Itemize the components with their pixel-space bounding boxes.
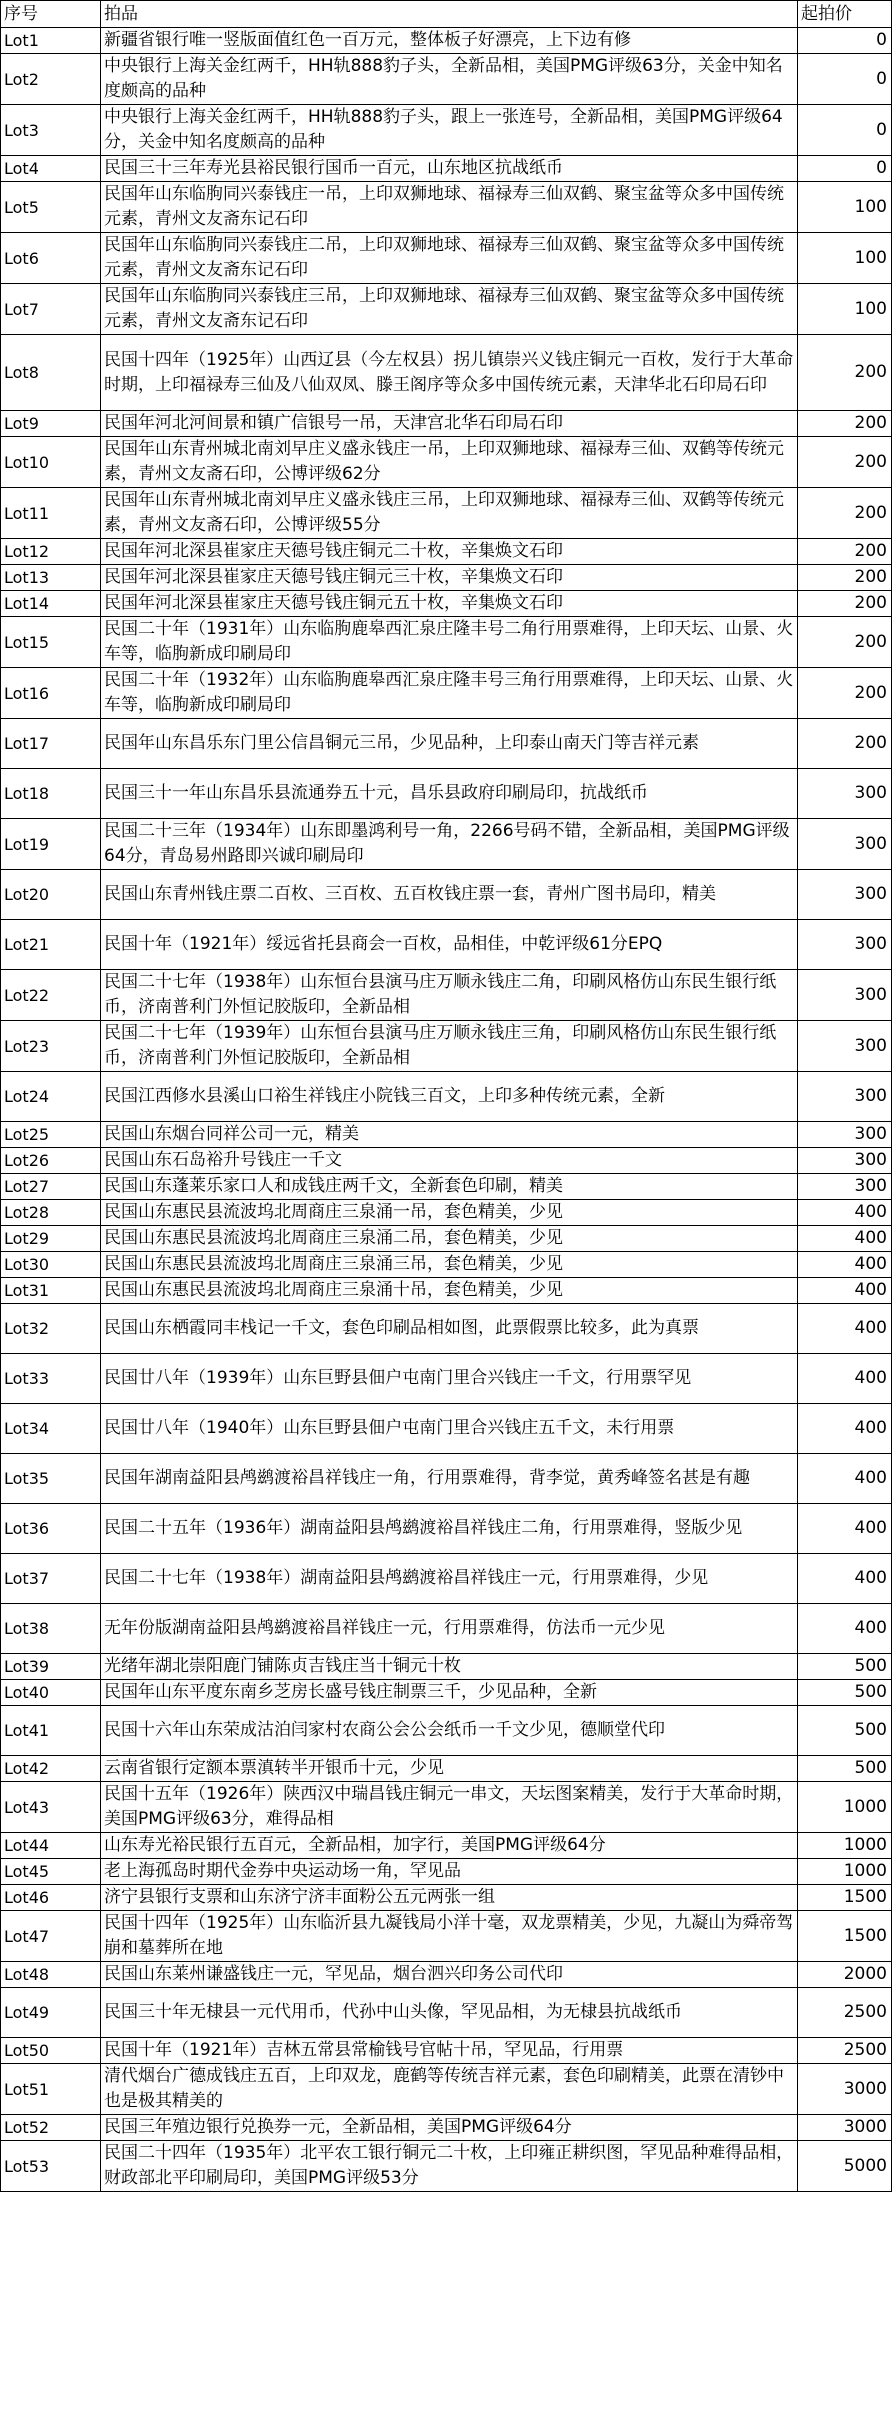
price-cell: 1500: [798, 1911, 892, 1962]
item-cell: 民国年山东临朐同兴泰钱庄三吊，上印双狮地球、福禄寿三仙双鹤、聚宝盆等众多中国传统元素，青州文友斋东记石印: [101, 284, 798, 335]
item-cell: 老上海孤岛时期代金券中央运动场一角，罕见品: [101, 1859, 798, 1885]
header-item: 拍品: [101, 1, 798, 28]
item-cell: 民国二十五年（1936年）湖南益阳县鸬鹚渡裕昌祥钱庄二角，行用票难得，竖版少见: [101, 1504, 798, 1554]
lot-cell: Lot51: [1, 2064, 101, 2115]
price-cell: 200: [798, 411, 892, 437]
lot-cell: Lot42: [1, 1756, 101, 1782]
item-cell: 民国年山东临朐同兴泰钱庄二吊，上印双狮地球、福禄寿三仙双鹤、聚宝盆等众多中国传统元素，青州文友斋东记石印: [101, 233, 798, 284]
item-cell: 民国山东石岛裕升号钱庄一千文: [101, 1148, 798, 1174]
lot-cell: Lot40: [1, 1680, 101, 1706]
price-cell: 400: [798, 1504, 892, 1554]
item-cell: 民国十四年（1925年）山东临沂县九凝钱局小洋十毫，双龙票精美，少见，九凝山为舜帝驾崩和墓葬所在地: [101, 1911, 798, 1962]
lot-cell: Lot14: [1, 591, 101, 617]
price-cell: 400: [798, 1226, 892, 1252]
price-cell: 400: [798, 1604, 892, 1654]
table-row: [1, 565, 892, 591]
price-cell: 0: [798, 54, 892, 105]
item-cell: 民国二十七年（1938年）湖南益阳县鸬鹚渡裕昌祥钱庄一元，行用票难得，少见: [101, 1554, 798, 1604]
table-row: [1, 1756, 892, 1782]
table-row: [1, 1554, 892, 1604]
item-cell: 民国年山东平度东南乡芝房长盛号钱庄制票三千，少见品种，全新: [101, 1680, 798, 1706]
table-row: [1, 1706, 892, 1756]
lot-cell: Lot11: [1, 488, 101, 539]
item-cell: 民国二十年（1932年）山东临朐鹿皋西汇泉庄隆丰号三角行用票难得，上印天坛、山景、火车等，临朐新成印刷局印: [101, 668, 798, 719]
table-row: [1, 1278, 892, 1304]
table-body: [1, 28, 892, 2192]
table-row: [1, 1859, 892, 1885]
table-row: [1, 284, 892, 335]
item-cell: 民国十年（1921年）绥远省托县商会一百枚，品相佳，中乾评级61分EPQ: [101, 920, 798, 970]
lot-cell: Lot43: [1, 1782, 101, 1833]
price-cell: 1500: [798, 1885, 892, 1911]
lot-cell: Lot47: [1, 1911, 101, 1962]
item-cell: 民国山东栖霞同丰栈记一千文，套色印刷品相如图，此票假票比较多，此为真票: [101, 1304, 798, 1354]
lot-cell: Lot37: [1, 1554, 101, 1604]
table-row: [1, 105, 892, 156]
item-cell: 民国二十三年（1934年）山东即墨鸿利号一角，2266号码不错，全新品相，美国PMG评级64分，青岛易州路即兴诚印刷局印: [101, 819, 798, 870]
table-row: [1, 488, 892, 539]
table-row: [1, 539, 892, 565]
price-cell: 200: [798, 719, 892, 769]
item-cell: 山东寿光裕民银行五百元，全新品相，加字行，美国PMG评级64分: [101, 1833, 798, 1859]
lot-cell: Lot39: [1, 1654, 101, 1680]
table-row: [1, 617, 892, 668]
price-cell: 400: [798, 1554, 892, 1604]
lot-cell: Lot29: [1, 1226, 101, 1252]
lot-cell: Lot53: [1, 2141, 101, 2192]
lot-cell: Lot26: [1, 1148, 101, 1174]
lot-cell: Lot45: [1, 1859, 101, 1885]
lot-cell: Lot34: [1, 1404, 101, 1454]
table-row: [1, 2064, 892, 2115]
table-row: [1, 1072, 892, 1122]
item-cell: 民国十年（1921年）吉林五常县常榆钱号官帖十吊，罕见品，行用票: [101, 2038, 798, 2064]
price-cell: 300: [798, 819, 892, 870]
lot-cell: Lot15: [1, 617, 101, 668]
table-row: [1, 1504, 892, 1554]
item-cell: 光绪年湖北崇阳鹿门铺陈贞吉钱庄当十铜元十枚: [101, 1654, 798, 1680]
item-cell: 民国年湖南益阳县鸬鹚渡裕昌祥钱庄一角，行用票难得，背李觉，黄秀峰签名甚是有趣: [101, 1454, 798, 1504]
table-row: [1, 411, 892, 437]
price-cell: 2500: [798, 2038, 892, 2064]
price-cell: 300: [798, 870, 892, 920]
table-row: [1, 1304, 892, 1354]
table-row: [1, 1226, 892, 1252]
table-row: [1, 233, 892, 284]
lot-cell: Lot22: [1, 970, 101, 1021]
item-cell: 民国年山东临朐同兴泰钱庄一吊，上印双狮地球、福禄寿三仙双鹤、聚宝盆等众多中国传统元素，青州文友斋东记石印: [101, 182, 798, 233]
table-row: [1, 1454, 892, 1504]
table-row: [1, 870, 892, 920]
price-cell: 200: [798, 437, 892, 488]
item-cell: 云南省银行定额本票滇转半开银币十元，少见: [101, 1756, 798, 1782]
price-cell: 0: [798, 28, 892, 54]
lot-cell: Lot21: [1, 920, 101, 970]
table-row: [1, 182, 892, 233]
item-cell: 民国年河北深县崔家庄天德号钱庄铜元三十枚，辛集焕文石印: [101, 565, 798, 591]
lot-cell: Lot30: [1, 1252, 101, 1278]
price-cell: 100: [798, 233, 892, 284]
item-cell: 清代烟台广德成钱庄五百，上印双龙，鹿鹤等传统吉祥元素，套色印刷精美，此票在清钞中也是极其精美的: [101, 2064, 798, 2115]
price-cell: 100: [798, 182, 892, 233]
item-cell: 民国山东蓬莱乐家口人和成钱庄两千文，全新套色印刷，精美: [101, 1174, 798, 1200]
item-cell: 中央银行上海关金红两千，HH轨888豹子头，跟上一张连号，全新品相，美国PMG评级64分，关金中知名度颇高的品种: [101, 105, 798, 156]
lot-cell: Lot1: [1, 28, 101, 54]
price-cell: 200: [798, 539, 892, 565]
lot-cell: Lot48: [1, 1962, 101, 1988]
price-cell: 300: [798, 769, 892, 819]
price-cell: 200: [798, 565, 892, 591]
item-cell: 民国年河北深县崔家庄天德号钱庄铜元二十枚，辛集焕文石印: [101, 539, 798, 565]
price-cell: 100: [798, 284, 892, 335]
table-row: [1, 591, 892, 617]
table-row: [1, 1962, 892, 1988]
lot-cell: Lot28: [1, 1200, 101, 1226]
table-row: [1, 719, 892, 769]
price-cell: 300: [798, 1021, 892, 1072]
lot-cell: Lot12: [1, 539, 101, 565]
table-row: [1, 1252, 892, 1278]
table-row: [1, 970, 892, 1021]
price-cell: 400: [798, 1354, 892, 1404]
lot-cell: Lot36: [1, 1504, 101, 1554]
price-cell: 200: [798, 488, 892, 539]
price-cell: 500: [798, 1680, 892, 1706]
table-row: [1, 1404, 892, 1454]
lot-cell: Lot49: [1, 1988, 101, 2038]
item-cell: 民国山东惠民县流波坞北周商庄三泉涌三吊，套色精美，少见: [101, 1252, 798, 1278]
table-row: [1, 437, 892, 488]
price-cell: 400: [798, 1304, 892, 1354]
item-cell: 民国二十七年（1938年）山东恒台县演马庄万顺永钱庄二角，印刷风格仿山东民生银行纸币，济南普利门外恒记胶版印，全新品相: [101, 970, 798, 1021]
table-row: [1, 1833, 892, 1859]
item-cell: 民国三十一年山东昌乐县流通券五十元，昌乐县政府印刷局印，抗战纸币: [101, 769, 798, 819]
table-row: [1, 1885, 892, 1911]
item-cell: 民国二十年（1931年）山东临朐鹿皋西汇泉庄隆丰号二角行用票难得，上印天坛、山景、火车等，临朐新成印刷局印: [101, 617, 798, 668]
lot-cell: Lot50: [1, 2038, 101, 2064]
price-cell: 500: [798, 1756, 892, 1782]
lot-cell: Lot38: [1, 1604, 101, 1654]
table-row: [1, 1354, 892, 1404]
lot-cell: Lot9: [1, 411, 101, 437]
price-cell: 200: [798, 335, 892, 411]
table-row: [1, 1021, 892, 1072]
lot-cell: Lot2: [1, 54, 101, 105]
item-cell: 民国廿八年（1939年）山东巨野县佃户屯南门里合兴钱庄一千文，行用票罕见: [101, 1354, 798, 1404]
lot-cell: Lot33: [1, 1354, 101, 1404]
table-row: [1, 54, 892, 105]
price-cell: 0: [798, 156, 892, 182]
table-row: [1, 819, 892, 870]
table-row: [1, 1174, 892, 1200]
table-row: [1, 1911, 892, 1962]
table-row: [1, 335, 892, 411]
price-cell: 300: [798, 1174, 892, 1200]
item-cell: 民国十五年（1926年）陕西汉中瑞昌钱庄铜元一串文，天坛图案精美，发行于大革命时期，美国PMG评级63分，难得品相: [101, 1782, 798, 1833]
header-lot: 序号: [1, 1, 101, 28]
table-row: [1, 668, 892, 719]
price-cell: 1000: [798, 1833, 892, 1859]
price-cell: 3000: [798, 2064, 892, 2115]
price-cell: 400: [798, 1278, 892, 1304]
lot-cell: Lot25: [1, 1122, 101, 1148]
price-cell: 2000: [798, 1962, 892, 1988]
item-cell: 民国三十年无棣县一元代用币，代孙中山头像，罕见品相，为无棣县抗战纸币: [101, 1988, 798, 2038]
lot-cell: Lot46: [1, 1885, 101, 1911]
table-row: [1, 1988, 892, 2038]
lot-cell: Lot31: [1, 1278, 101, 1304]
header-price: 起拍价: [798, 1, 892, 28]
lot-cell: Lot35: [1, 1454, 101, 1504]
price-cell: 1000: [798, 1859, 892, 1885]
table-row: [1, 2038, 892, 2064]
price-cell: 400: [798, 1404, 892, 1454]
price-cell: 200: [798, 617, 892, 668]
table-row: [1, 1604, 892, 1654]
item-cell: 民国三年殖边银行兑换券一元，全新品相，美国PMG评级64分: [101, 2115, 798, 2141]
lot-cell: Lot7: [1, 284, 101, 335]
price-cell: 0: [798, 105, 892, 156]
table-row: [1, 1680, 892, 1706]
lot-cell: Lot8: [1, 335, 101, 411]
lot-cell: Lot32: [1, 1304, 101, 1354]
item-cell: 民国山东烟台同祥公司一元，精美: [101, 1122, 798, 1148]
lot-cell: Lot52: [1, 2115, 101, 2141]
price-cell: 400: [798, 1454, 892, 1504]
lot-cell: Lot27: [1, 1174, 101, 1200]
item-cell: 民国山东惠民县流波坞北周商庄三泉涌一吊，套色精美，少见: [101, 1200, 798, 1226]
header-row: [1, 1, 892, 28]
lot-cell: Lot4: [1, 156, 101, 182]
item-cell: 民国年山东青州城北南刘早庄义盛永钱庄一吊，上印双狮地球、福禄寿三仙、双鹤等传统元素，青州文友斋石印，公博评级62分: [101, 437, 798, 488]
table-row: [1, 156, 892, 182]
price-cell: 5000: [798, 2141, 892, 2192]
price-cell: 300: [798, 1122, 892, 1148]
table-row: [1, 920, 892, 970]
price-cell: 300: [798, 920, 892, 970]
table-row: [1, 1148, 892, 1174]
table-row: [1, 1122, 892, 1148]
item-cell: 民国山东惠民县流波坞北周商庄三泉涌十吊，套色精美，少见: [101, 1278, 798, 1304]
lot-cell: Lot24: [1, 1072, 101, 1122]
price-cell: 2500: [798, 1988, 892, 2038]
table-row: [1, 28, 892, 54]
table-row: [1, 2141, 892, 2192]
table-row: [1, 1782, 892, 1833]
price-cell: 300: [798, 1072, 892, 1122]
price-cell: 400: [798, 1200, 892, 1226]
table-row: [1, 769, 892, 819]
item-cell: 新疆省银行唯一竖版面值红色一百万元，整体板子好漂亮，上下边有修: [101, 28, 798, 54]
item-cell: 民国山东莱州谦盛钱庄一元，罕见品，烟台泗兴印务公司代印: [101, 1962, 798, 1988]
table-row: [1, 1654, 892, 1680]
item-cell: 民国山东青州钱庄票二百枚、三百枚、五百枚钱庄票一套，青州广图书局印，精美: [101, 870, 798, 920]
price-cell: 500: [798, 1706, 892, 1756]
price-cell: 400: [798, 1252, 892, 1278]
lot-cell: Lot16: [1, 668, 101, 719]
price-cell: 200: [798, 668, 892, 719]
lot-cell: Lot17: [1, 719, 101, 769]
lot-cell: Lot41: [1, 1706, 101, 1756]
item-cell: 民国年山东昌乐东门里公信昌铜元三吊，少见品种，上印泰山南天门等吉祥元素: [101, 719, 798, 769]
lot-cell: Lot3: [1, 105, 101, 156]
item-cell: 民国三十三年寿光县裕民银行国币一百元，山东地区抗战纸币: [101, 156, 798, 182]
lot-cell: Lot13: [1, 565, 101, 591]
price-cell: 1000: [798, 1782, 892, 1833]
price-cell: 300: [798, 1148, 892, 1174]
item-cell: 民国廿八年（1940年）山东巨野县佃户屯南门里合兴钱庄五千文，未行用票: [101, 1404, 798, 1454]
item-cell: 民国十六年山东荣成沽泊闫家村农商公会公会纸币一千文少见，德顺堂代印: [101, 1706, 798, 1756]
item-cell: 民国年河北深县崔家庄天德号钱庄铜元五十枚，辛集焕文石印: [101, 591, 798, 617]
lot-cell: Lot5: [1, 182, 101, 233]
price-cell: 3000: [798, 2115, 892, 2141]
price-cell: 300: [798, 970, 892, 1021]
table-row: [1, 1200, 892, 1226]
lot-cell: Lot18: [1, 769, 101, 819]
lot-cell: Lot20: [1, 870, 101, 920]
item-cell: 民国年河北河间景和镇广信银号一吊，天津宫北华石印局石印: [101, 411, 798, 437]
item-cell: 济宁县银行支票和山东济宁济丰面粉公五元两张一组: [101, 1885, 798, 1911]
price-cell: 200: [798, 591, 892, 617]
lot-cell: Lot19: [1, 819, 101, 870]
item-cell: 民国江西修水县溪山口裕生祥钱庄小院钱三百文，上印多种传统元素，全新: [101, 1072, 798, 1122]
item-cell: 民国山东惠民县流波坞北周商庄三泉涌二吊，套色精美，少见: [101, 1226, 798, 1252]
item-cell: 民国年山东青州城北南刘早庄义盛永钱庄三吊，上印双狮地球、福禄寿三仙、双鹤等传统元素，青州文友斋石印，公博评级55分: [101, 488, 798, 539]
item-cell: 民国二十四年（1935年）北平农工银行铜元二十枚，上印雍正耕织图，罕见品种难得品相，财政部北平印刷局印，美国PMG评级53分: [101, 2141, 798, 2192]
item-cell: 中央银行上海关金红两千，HH轨888豹子头，全新品相，美国PMG评级63分，关金中知名度颇高的品种: [101, 54, 798, 105]
lot-cell: Lot6: [1, 233, 101, 284]
lot-cell: Lot23: [1, 1021, 101, 1072]
item-cell: 民国二十七年（1939年）山东恒台县演马庄万顺永钱庄三角，印刷风格仿山东民生银行纸币，济南普利门外恒记胶版印，全新品相: [101, 1021, 798, 1072]
table-row: [1, 2115, 892, 2141]
price-cell: 500: [798, 1654, 892, 1680]
lot-cell: Lot10: [1, 437, 101, 488]
item-cell: 民国十四年（1925年）山西辽县（今左权县）拐儿镇崇兴义钱庄铜元一百枚，发行于大革命时期，上印福禄寿三仙及八仙双凤、滕王阁序等众多中国传统元素，天津华北石印局石印: [101, 335, 798, 411]
item-cell: 无年份版湖南益阳县鸬鹚渡裕昌祥钱庄一元，行用票难得，仿法币一元少见: [101, 1604, 798, 1654]
lot-cell: Lot44: [1, 1833, 101, 1859]
